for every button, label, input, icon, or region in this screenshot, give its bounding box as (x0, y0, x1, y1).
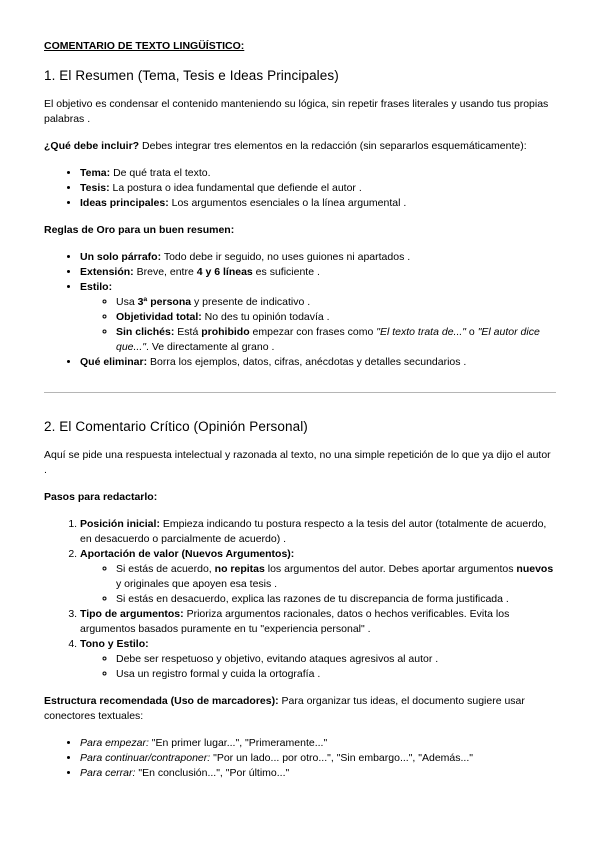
rule-label: Qué eliminar: (80, 356, 148, 368)
step-emphasis: nuevos (516, 563, 554, 575)
connector-label: Para empezar: (80, 737, 149, 749)
step-label: Tono y Estilo: (80, 638, 149, 650)
rule-quote: "El texto trata de..." (376, 326, 467, 338)
tono-sublist (80, 652, 556, 682)
list-item (116, 592, 556, 607)
step-emphasis: no repitas (214, 563, 265, 575)
element-label: Tesis: (80, 182, 110, 194)
step-label: Aportación de valor (Nuevos Argumentos): (80, 548, 295, 560)
reglas-heading: Reglas de Oro para un buen resumen: (44, 224, 235, 236)
pasos-list (44, 517, 556, 682)
list-item (116, 652, 556, 667)
connector-text: "Por un lado... por otro...", "Sin embargo...", "Además..." (210, 752, 473, 764)
rule-text: . Ve directamente al grano . (146, 341, 275, 353)
rule-text: Borra los ejemplos, datos, cifras, anécdotas y detalles secundarios . (147, 356, 467, 368)
step-text: los argumentos del autor. Debes aportar argumentos (264, 563, 517, 575)
element-text: Los argumentos esenciales o la línea argumental . (168, 197, 407, 209)
connector-text: "En conclusión...", "Por último..." (135, 767, 290, 779)
pasos-heading: Pasos para redactarlo: (44, 491, 158, 503)
list-item (80, 355, 556, 370)
rule-text: empezar con frases como (249, 326, 377, 338)
element-text: De qué trata el texto. (110, 167, 211, 179)
reglas-list (44, 250, 556, 370)
list-item (80, 751, 556, 766)
connector-label: Para continuar/contraponer: (80, 752, 211, 764)
connector-text: "En primer lugar...", "Primeramente..." (148, 737, 328, 749)
element-label: Tema: (80, 167, 111, 179)
section-1-heading: 1. El Resumen (Tema, Tesis e Ideas Principales) (44, 68, 339, 83)
incluir-text: Debes integrar tres elementos en la redacción (sin separarlos esquemáticamente): (139, 140, 527, 152)
element-text: La postura o idea fundamental que defiende el autor . (109, 182, 362, 194)
list-item (80, 547, 556, 607)
step-text: Si estás de acuerdo, (116, 563, 215, 575)
rule-text: Usa (116, 296, 138, 308)
rule-label: Objetividad total: (116, 311, 202, 323)
list-item (80, 637, 556, 682)
list-item (80, 166, 556, 181)
list-item (116, 310, 556, 325)
section-2-intro: Aquí se pide una respuesta intelectual y razonada al texto, no una simple repetición de lo que ya dijo el autor . (44, 449, 551, 476)
rule-emphasis: 3ª persona (137, 296, 192, 308)
step-text: Empieza indicando tu postura respecto a la tesis del autor (totalmente de acuerdo, en desacuerdo o parcialmente de acuerdo) . (80, 518, 547, 545)
rule-label: Sin clichés: (116, 326, 175, 338)
rule-label: Estilo: (80, 281, 113, 293)
rule-label: Un solo párrafo: (80, 251, 162, 263)
rule-label: Extensión: (80, 266, 134, 278)
list-item (80, 517, 556, 547)
element-label: Ideas principales: (80, 197, 169, 209)
rule-text: Breve, entre (133, 266, 197, 278)
section-2-heading: 2. El Comentario Crítico (Opinión Personal) (44, 419, 308, 434)
rule-text: y presente de indicativo . (191, 296, 311, 308)
estructura-text: Para organizar tus ideas, el documento sugiere usar conectores textuales: (44, 695, 525, 722)
list-item (80, 196, 556, 211)
connector-label: Para cerrar: (80, 767, 136, 779)
step-label: Tipo de argumentos: (80, 608, 184, 620)
step-text: y originales que apoyen esa tesis . (116, 578, 278, 590)
list-item (80, 265, 556, 280)
elements-list (44, 166, 556, 211)
list-item (116, 325, 556, 355)
rule-emphasis: prohibido (201, 326, 250, 338)
list-item (80, 280, 556, 355)
section-divider (44, 392, 556, 393)
conectores-list (44, 736, 556, 781)
step-text: Usa un registro formal y cuida la ortografía . (116, 668, 321, 680)
rule-text: Está (174, 326, 202, 338)
rule-text: es suficiente . (252, 266, 320, 278)
step-text: Prioriza argumentos racionales, datos o hechos verificables. Evita los argumentos basados puramente en tu "experiencia personal" . (80, 608, 510, 635)
list-item (80, 181, 556, 196)
step-text: Debe ser respetuoso y objetivo, evitando ataques agresivos al autor . (116, 653, 439, 665)
list-item (116, 295, 556, 310)
rule-quote: "El autor dice que..." (116, 326, 540, 353)
list-item (116, 562, 556, 592)
step-text: Si estás en desacuerdo, explica las razones de tu discrepancia de forma justificada . (116, 593, 509, 605)
list-item (80, 607, 556, 637)
step-label: Posición inicial: (80, 518, 160, 530)
rule-text: Todo debe ir seguido, no uses guiones ni apartados . (161, 251, 411, 263)
incluir-label: ¿Qué debe incluir? (44, 140, 140, 152)
rule-emphasis: 4 y 6 líneas (196, 266, 253, 278)
section-1-intro: El objetivo es condensar el contenido manteniendo su lógica, sin repetir frases literales y usando tus propias palabras . (44, 98, 549, 125)
list-item (80, 736, 556, 751)
list-item (80, 250, 556, 265)
list-item (80, 766, 556, 781)
incluir-paragraph (44, 139, 556, 154)
estructura-paragraph (44, 694, 556, 724)
document-title: COMENTARIO DE TEXTO LINGÜÍSTICO: (44, 40, 245, 52)
estructura-label: Estructura recomendada (Uso de marcadores): (44, 695, 279, 707)
estilo-sublist (80, 295, 556, 355)
rule-text: o (466, 326, 478, 338)
aportacion-sublist (80, 562, 556, 607)
rule-text: No des tu opinión todavía . (201, 311, 330, 323)
list-item (116, 667, 556, 682)
